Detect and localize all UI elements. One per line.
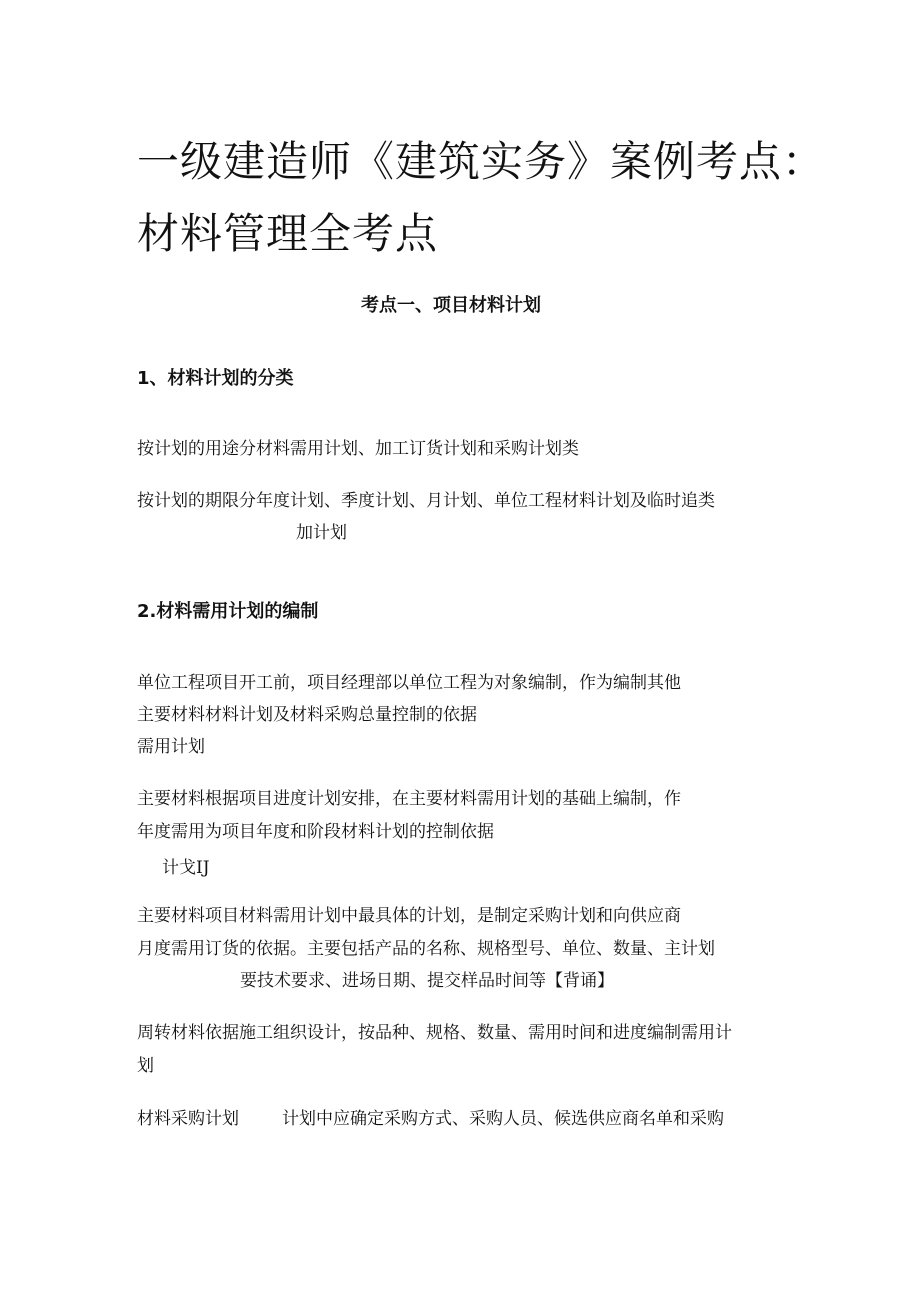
paragraph-line: 计戈IJ (162, 858, 210, 878)
paragraph-line: 按计划的期限分年度计划、季度计划、月计划、单位工程材料计划及临时追类 (137, 491, 715, 511)
paragraph-line: 按计划的用途分材料需用计划、加工订货计划和采购计划类 (137, 439, 579, 459)
paragraph-line: 计划中应确定采购方式、采购人员、候选供应商名单和采购 (282, 1109, 724, 1129)
paragraph-line: 划 (137, 1056, 154, 1076)
subsection-heading-2: 2.材料需用计划的编制 (137, 601, 319, 622)
paragraph-line: 要技术要求、进场日期、提交样品时间等【背诵】 (240, 971, 614, 991)
paragraph-line: 月度需用订货的依据。主要包括产品的名称、规格型号、单位、数量、主计划 (137, 939, 715, 959)
paragraph-line: 单位工程项目开工前，项目经理部以单位工程为对象编制，作为编制其他 (137, 673, 681, 693)
paragraph-line: 主要材料材料计划及材料采购总量控制的依据 (137, 705, 477, 725)
paragraph-line: 需用计划 (137, 737, 205, 757)
paragraph-line: 年度需用为项目年度和阶段材料计划的控制依据 (137, 822, 494, 842)
paragraph-line: 主要材料根据项目进度计划安排，在主要材料需用计划的基础上编制，作 (137, 789, 681, 809)
document-title-line-2: 材料管理全考点 (137, 209, 439, 258)
paragraph-line: 主要材料项目材料需用计划中最具体的计划，是制定采购计划和向供应商 (137, 906, 681, 926)
paragraph-line: 周转材料依据施工组织设计，按品种、规格、数量、需用时间和进度编制需用计 (137, 1023, 732, 1043)
subsection-heading-1: 1、材料计划的分类 (137, 368, 294, 389)
section-heading: 考点一、项目材料计划 (361, 295, 541, 316)
paragraph-label: 材料采购计划 (137, 1109, 239, 1129)
document-title-line-1: 一级建造师《建筑实务》案例考点： (137, 137, 826, 186)
paragraph-line: 加计划 (296, 523, 347, 543)
